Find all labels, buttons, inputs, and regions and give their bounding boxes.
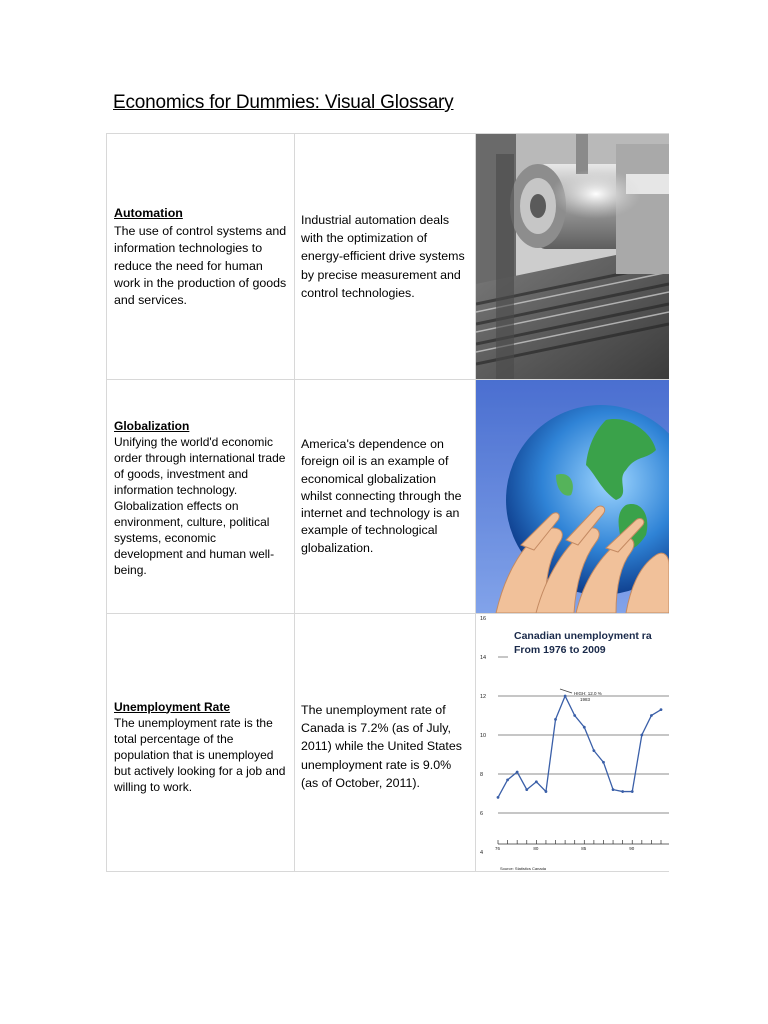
example-text: The unemployment rate of Canada is 7.2% (as of July, 2011) while the United States unemployment rate is 9.0% (as of October, 2011). [301,702,462,790]
chart-data-point [612,788,615,791]
chart-data-point [535,780,538,783]
table-row [107,134,670,380]
term-definition: Unifying the world'd economic order through international trade of goods, investment and information technology. Globalization effects on environment, culture, political systems, economic development and human well-being. [114,435,286,577]
chart-x-tick-label: 90 [629,846,635,851]
chart-data-point [640,734,643,737]
chart-annotation-line1: HIGH: 12.0 % [574,691,602,696]
term-label: Globalization [114,419,190,433]
chart-data-point [660,708,663,711]
chart-data-point [506,778,509,781]
chart-data-point [525,788,528,791]
term-cell [107,614,295,872]
chart-title-line1: Canadian unemployment ra [514,630,652,642]
chart-source: Source: Statistics Canada [500,866,547,871]
chart-data-point [592,749,595,752]
term-definition: The use of control systems and information technologies to reduce the need for human work in the production of goods and services. [114,223,287,308]
chart-y-tick-label: 14 [480,655,487,661]
chart-data-point [650,714,653,717]
example-cell [295,134,476,380]
chart-x-tick-label: 85 [581,846,587,851]
page-title: Economics for Dummies: Visual Glossary [113,92,454,113]
chart-data-point [545,790,548,793]
term-label: Unemployment Rate [114,699,231,714]
chart-data-point [631,790,634,793]
example-text: America's dependence on foreign oil is an example of economical globalization whilst connecting through the internet and technology is an example of technological globalization. [301,437,462,555]
chart-data-point [602,761,605,764]
chart-data-point [497,796,500,799]
chart-y-tick-label: 16 [480,616,487,622]
chart-cell [476,614,670,872]
chart-title-line2: From 1976 to 2009 [514,644,606,656]
table-row [107,614,670,872]
chart-data-point [573,714,576,717]
example-cell [295,380,476,614]
example-text: Industrial automation deals with the optimization of energy-efficient drive systems by precise measurement and control technologies. [301,212,465,300]
chart-data-point [516,771,519,774]
chart-x-tick-label: 76 [495,846,501,851]
term-cell [107,134,295,380]
chart-y-tick-label: 6 [480,811,484,817]
chart-data-point [621,790,624,793]
example-cell [295,614,476,872]
chart-data-point [564,695,567,698]
image-cell [476,134,670,380]
chart-data-point [554,718,557,721]
term-cell [107,380,295,614]
image-cell [476,380,670,614]
chart-data-point [583,726,586,729]
chart-y-tick-label: 10 [480,733,487,739]
glossary-table [106,133,669,872]
unemployment-chart [476,614,669,871]
globe-hands-image [476,380,669,613]
chart-annotation-line2: 1983 [580,697,591,702]
term-label: Automation [114,206,183,221]
chart-x-tick-label: 80 [533,846,539,851]
chart-y-tick-label: 4 [480,850,484,856]
chart-y-tick-label: 12 [480,694,487,700]
chart-y-tick-label: 8 [480,772,484,778]
automation-machine-image [476,134,669,379]
table-row [107,380,670,614]
term-definition: The unemployment rate is the total percentage of the population that is unemployed but actively looking for a job and willing to work. [114,715,286,794]
